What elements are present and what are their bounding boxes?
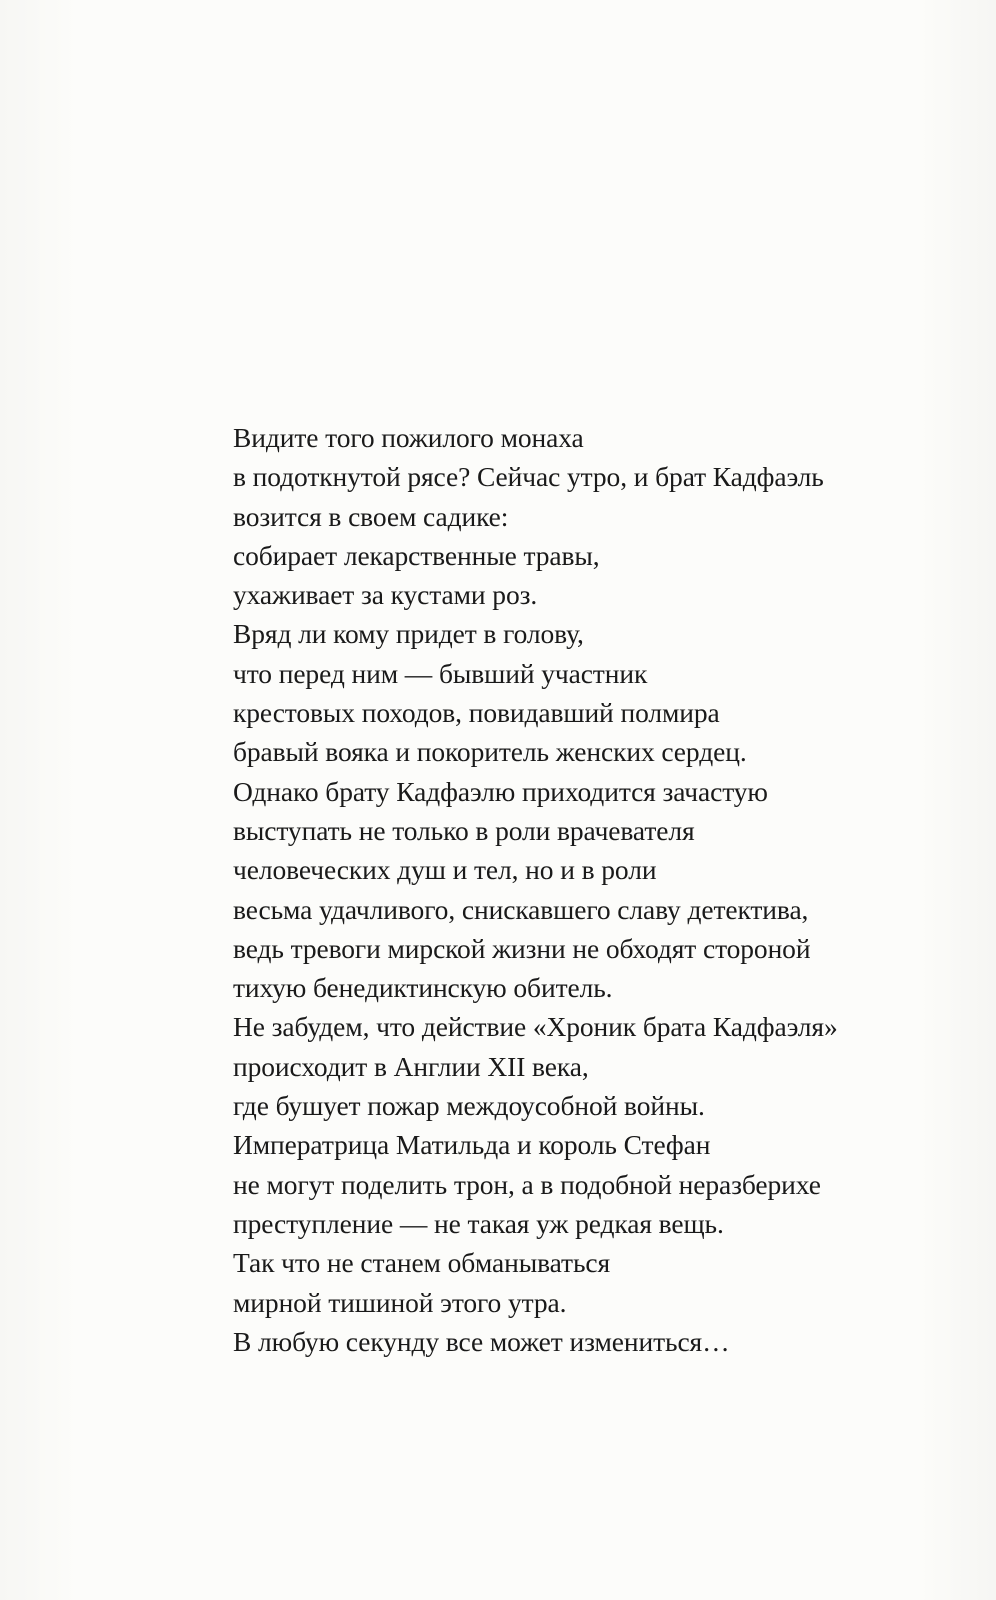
- blurb-line: бравый вояка и покоритель женских сердец.: [233, 736, 747, 768]
- blurb-line: собирает лекарственные травы,: [233, 539, 600, 571]
- blurb-line: Видите того пожилого монаха: [233, 422, 584, 453]
- blurb-line: происходит в Англии XII века,: [233, 1050, 589, 1082]
- blurb-line: крестовых походов, повидавший полмира: [233, 697, 720, 729]
- blurb-line: преступление — не такая уж редкая вещь.: [233, 1207, 724, 1239]
- blurb-line: ведь тревоги мирской жизни не обходят стороной: [233, 932, 811, 964]
- blurb-line: не могут поделить трон, а в подобной неразберихе: [233, 1168, 821, 1200]
- blurb-line: выступать не только в роли врачевателя: [233, 814, 695, 846]
- blurb-line: тихую бенедиктинскую обитель.: [233, 972, 613, 1004]
- blurb-line: Так что не станем обманываться: [233, 1247, 611, 1279]
- blurb-line: В любую секунду все может измениться…: [233, 1325, 730, 1357]
- blurb-line: где бушует пожар междоусобной войны.: [233, 1090, 705, 1122]
- blurb-text: [233, 418, 953, 1361]
- blurb-line: что перед ним — бывший участник: [233, 657, 648, 689]
- blurb-line: ухаживает за кустами роз.: [233, 579, 538, 611]
- blurb-line: человеческих душ и тел, но и в роли: [233, 854, 657, 886]
- blurb-line: возится в своем садике:: [233, 500, 509, 532]
- blurb-line: мирной тишиной этого утра.: [233, 1286, 567, 1318]
- blurb-line: в подоткнутой рясе? Сейчас утро, и брат Кадфаэль: [233, 461, 824, 493]
- blurb-line: весьма удачливого, снискавшего славу детектива,: [233, 893, 809, 925]
- blurb-line: Не забудем, что действие «Хроник брата Кадфаэля»: [233, 1011, 838, 1043]
- blurb-line: Императрица Матильда и король Стефан: [233, 1129, 711, 1161]
- blurb-line: Однако брату Кадфаэлю приходится зачастую: [233, 775, 768, 807]
- blurb-line: Вряд ли кому придет в голову,: [233, 618, 584, 650]
